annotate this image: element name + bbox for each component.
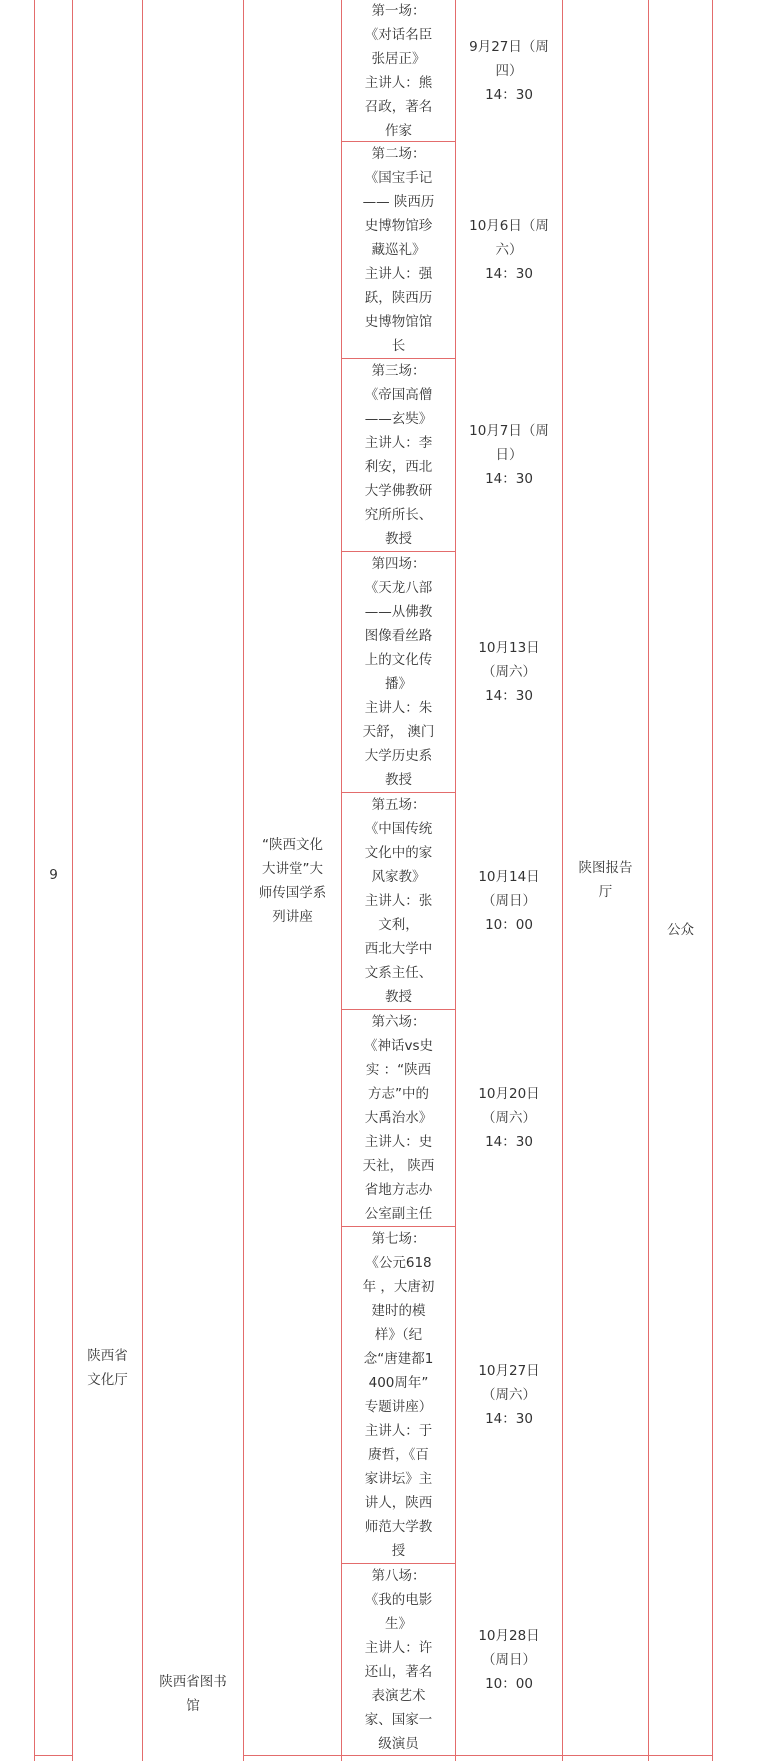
event-name-cell — [244, 826, 341, 936]
session-title-line: 方志”中的 — [368, 1086, 429, 1102]
session-title-cell — [342, 359, 455, 551]
session-title-line: 念“唐建都1 — [363, 1351, 434, 1367]
session-time-line: 日） — [495, 447, 523, 463]
session-time-cell — [456, 1227, 562, 1563]
venue-cell — [563, 850, 648, 910]
session-title-cell — [342, 1227, 455, 1563]
session-title-line: 主讲人：熊 — [364, 74, 433, 91]
session-title-line: 图像看丝路 — [364, 628, 433, 644]
organizer-text: 文化厅 — [87, 1372, 128, 1388]
session-title-line: 大禹治水》 — [364, 1110, 433, 1126]
session-title-line: 长 — [391, 338, 406, 354]
session-title-line: 建时的模 — [371, 1303, 426, 1319]
session-title-line: 讲人，陕西 — [364, 1495, 433, 1511]
session-title-line: 《神话vs史 — [363, 1038, 434, 1054]
session-time-line: 10月6日（周 — [469, 218, 549, 234]
session-title-line: 西北大学中 — [364, 941, 433, 957]
session-title-line: 《国宝手记 — [364, 170, 433, 186]
session-time-line: 10月7日（周 — [469, 423, 549, 439]
session-title-line: 作家 — [385, 122, 412, 139]
session-title-line: 主讲人：朱 — [364, 700, 433, 716]
session-title-line: 史博物馆珍 — [364, 218, 433, 234]
session-title-line: 主讲人：张 — [364, 893, 433, 909]
session-time-line: （周日） — [482, 1651, 536, 1668]
session-title-line: 教授 — [385, 989, 412, 1005]
session-title-line: 文系主任、 — [364, 965, 433, 981]
session-time-cell — [456, 142, 562, 358]
organizer-text: 陕西省 — [87, 1348, 128, 1364]
session-title-line: 省地方志办 — [364, 1182, 433, 1198]
session-title-line: 《帝国高僧 — [364, 387, 433, 403]
grid-line — [72, 0, 73, 1761]
session-time-cell — [456, 552, 562, 792]
session-title-line: 利安，西北 — [364, 459, 433, 475]
session-title-line: 张居正》 — [371, 50, 426, 67]
session-title-line: 《中国传统 — [364, 821, 433, 837]
session-title-line: 第八场： — [371, 1567, 426, 1584]
session-title-line: 生》 — [385, 1615, 412, 1632]
session-title-line: 教授 — [385, 531, 412, 547]
session-title-line: 上的文化传 — [364, 652, 433, 668]
session-time-line: （周日） — [482, 893, 536, 909]
venue-text: 厅 — [598, 884, 613, 900]
session-time-line: 10月27日 — [478, 1363, 540, 1379]
session-time-line: 10月20日 — [478, 1086, 540, 1102]
session-title-cell — [342, 142, 455, 358]
session-title-line: 家讲坛》主 — [364, 1471, 433, 1487]
session-title-line: 天社， 陕西 — [362, 1158, 435, 1174]
session-title-line: 藏巡礼》 — [371, 242, 426, 258]
session-title-line: —— 陕西历 — [362, 194, 435, 210]
session-time-line: 14：30 — [485, 471, 533, 487]
session-time-line: 10月13日 — [478, 640, 540, 656]
session-title-line: 主讲人：李 — [364, 435, 433, 451]
session-title-line: 主讲人：强 — [364, 266, 433, 282]
session-title-cell — [342, 1010, 455, 1226]
session-title-line: 实 ：“陕西 — [365, 1062, 432, 1078]
session-title-line: 级演员 — [378, 1735, 419, 1752]
session-time-line: 14：30 — [485, 688, 533, 704]
session-time-cell — [456, 359, 562, 551]
session-title-line: 样》（纪 — [374, 1327, 423, 1343]
session-title-line: 教授 — [385, 772, 412, 788]
session-time-line: 10月14日 — [478, 869, 540, 885]
session-title-cell — [342, 1564, 455, 1755]
session-title-line: 召政，著名 — [364, 98, 433, 115]
session-time-line: 14：30 — [485, 1134, 533, 1150]
session-title-line: 文化中的家 — [364, 845, 433, 861]
session-title-line: 第六场： — [371, 1014, 426, 1030]
session-time-line: （周六） — [482, 1387, 536, 1403]
session-title-line: 家、国家一 — [364, 1711, 433, 1728]
session-title-line: 第三场： — [371, 363, 426, 379]
session-title-line: 还山，著名 — [364, 1663, 433, 1680]
grid-line — [34, 1755, 72, 1756]
audience-cell: 公众 — [667, 922, 694, 938]
session-title-cell — [342, 0, 455, 141]
session-title-line: 究所所长、 — [364, 507, 433, 523]
session-time-cell — [456, 1010, 562, 1226]
session-time-line: 四） — [495, 62, 523, 79]
event-name-text: 大讲堂”大 — [262, 861, 323, 877]
session-title-line: 文利， — [378, 917, 419, 933]
session-title-line: 主讲人：于 — [364, 1423, 433, 1439]
session-title-line: 赓哲，《百 — [368, 1447, 429, 1463]
session-title-line: 专题讲座） — [364, 1399, 433, 1415]
session-time-cell — [456, 0, 562, 141]
session-title-line: 主讲人：史 — [364, 1134, 433, 1150]
session-title-line: 第五场： — [371, 797, 426, 813]
grid-line — [648, 0, 649, 1761]
session-title-line: 天舒， 澳门 — [362, 724, 435, 740]
session-title-line: 公室副主任 — [364, 1206, 433, 1222]
session-title-line: 史博物馆馆 — [364, 314, 433, 330]
grid-line — [243, 1755, 713, 1756]
grid-line — [142, 0, 143, 1761]
session-title-line: 大学历史系 — [364, 748, 433, 764]
event-name-text: 列讲座 — [272, 909, 313, 925]
session-time-cell — [456, 1564, 562, 1755]
session-title-line: 第四场： — [371, 556, 426, 572]
session-title-line: 表演艺术 — [371, 1687, 426, 1704]
session-title-line: 年 ，大唐初 — [362, 1279, 435, 1295]
session-title-line: 第七场： — [371, 1231, 426, 1247]
host-cell — [143, 1664, 243, 1724]
session-title-line: 400周年” — [368, 1375, 429, 1391]
session-time-cell — [456, 793, 562, 1009]
session-time-line: 14：30 — [485, 86, 533, 103]
session-time-line: 10：00 — [485, 917, 533, 933]
session-title-cell — [342, 552, 455, 792]
session-title-line: 大学佛教研 — [364, 483, 433, 499]
session-time-line: 10月28日 — [478, 1627, 540, 1644]
row-number: 9 — [49, 867, 58, 883]
organizer-cell — [73, 1338, 142, 1398]
session-time-line: 10：00 — [485, 1675, 533, 1692]
session-title-line: 第一场： — [371, 2, 426, 19]
session-time-line: 14：30 — [485, 266, 533, 282]
session-title-line: 授 — [391, 1543, 406, 1559]
host-text: 陕西省图书 — [159, 1674, 227, 1690]
session-title-line: 《对话名臣 — [364, 26, 433, 43]
session-time-line: 14：30 — [485, 1411, 533, 1427]
session-title-line: ——玄奘》 — [364, 411, 433, 427]
session-title-line: 主讲人：许 — [364, 1639, 433, 1656]
session-title-line: 《我的电影 — [364, 1591, 433, 1608]
session-title-line: 播》 — [385, 676, 412, 692]
session-time-line: 六） — [495, 242, 523, 258]
session-time-line: 9月27日（周 — [469, 38, 549, 55]
session-title-cell — [342, 793, 455, 1009]
event-name-text: 师传国学系 — [258, 885, 327, 901]
session-time-line: （周六） — [482, 664, 536, 680]
venue-text: 陕图报告 — [578, 860, 633, 876]
session-title-line: 风家教》 — [371, 869, 426, 885]
session-title-line: 《天龙八部 — [364, 580, 433, 596]
event-name-text: “陕西文化 — [262, 837, 323, 853]
session-time-line: （周六） — [482, 1110, 536, 1126]
session-title-line: 第二场： — [371, 146, 426, 162]
session-title-line: ——从佛教 — [364, 604, 433, 620]
host-text: 馆 — [186, 1698, 200, 1714]
session-title-line: 跃，陕西历 — [364, 290, 433, 306]
grid-line — [712, 0, 713, 1761]
session-title-line: 《公元618 — [365, 1255, 432, 1271]
session-title-line: 师范大学教 — [364, 1519, 433, 1535]
